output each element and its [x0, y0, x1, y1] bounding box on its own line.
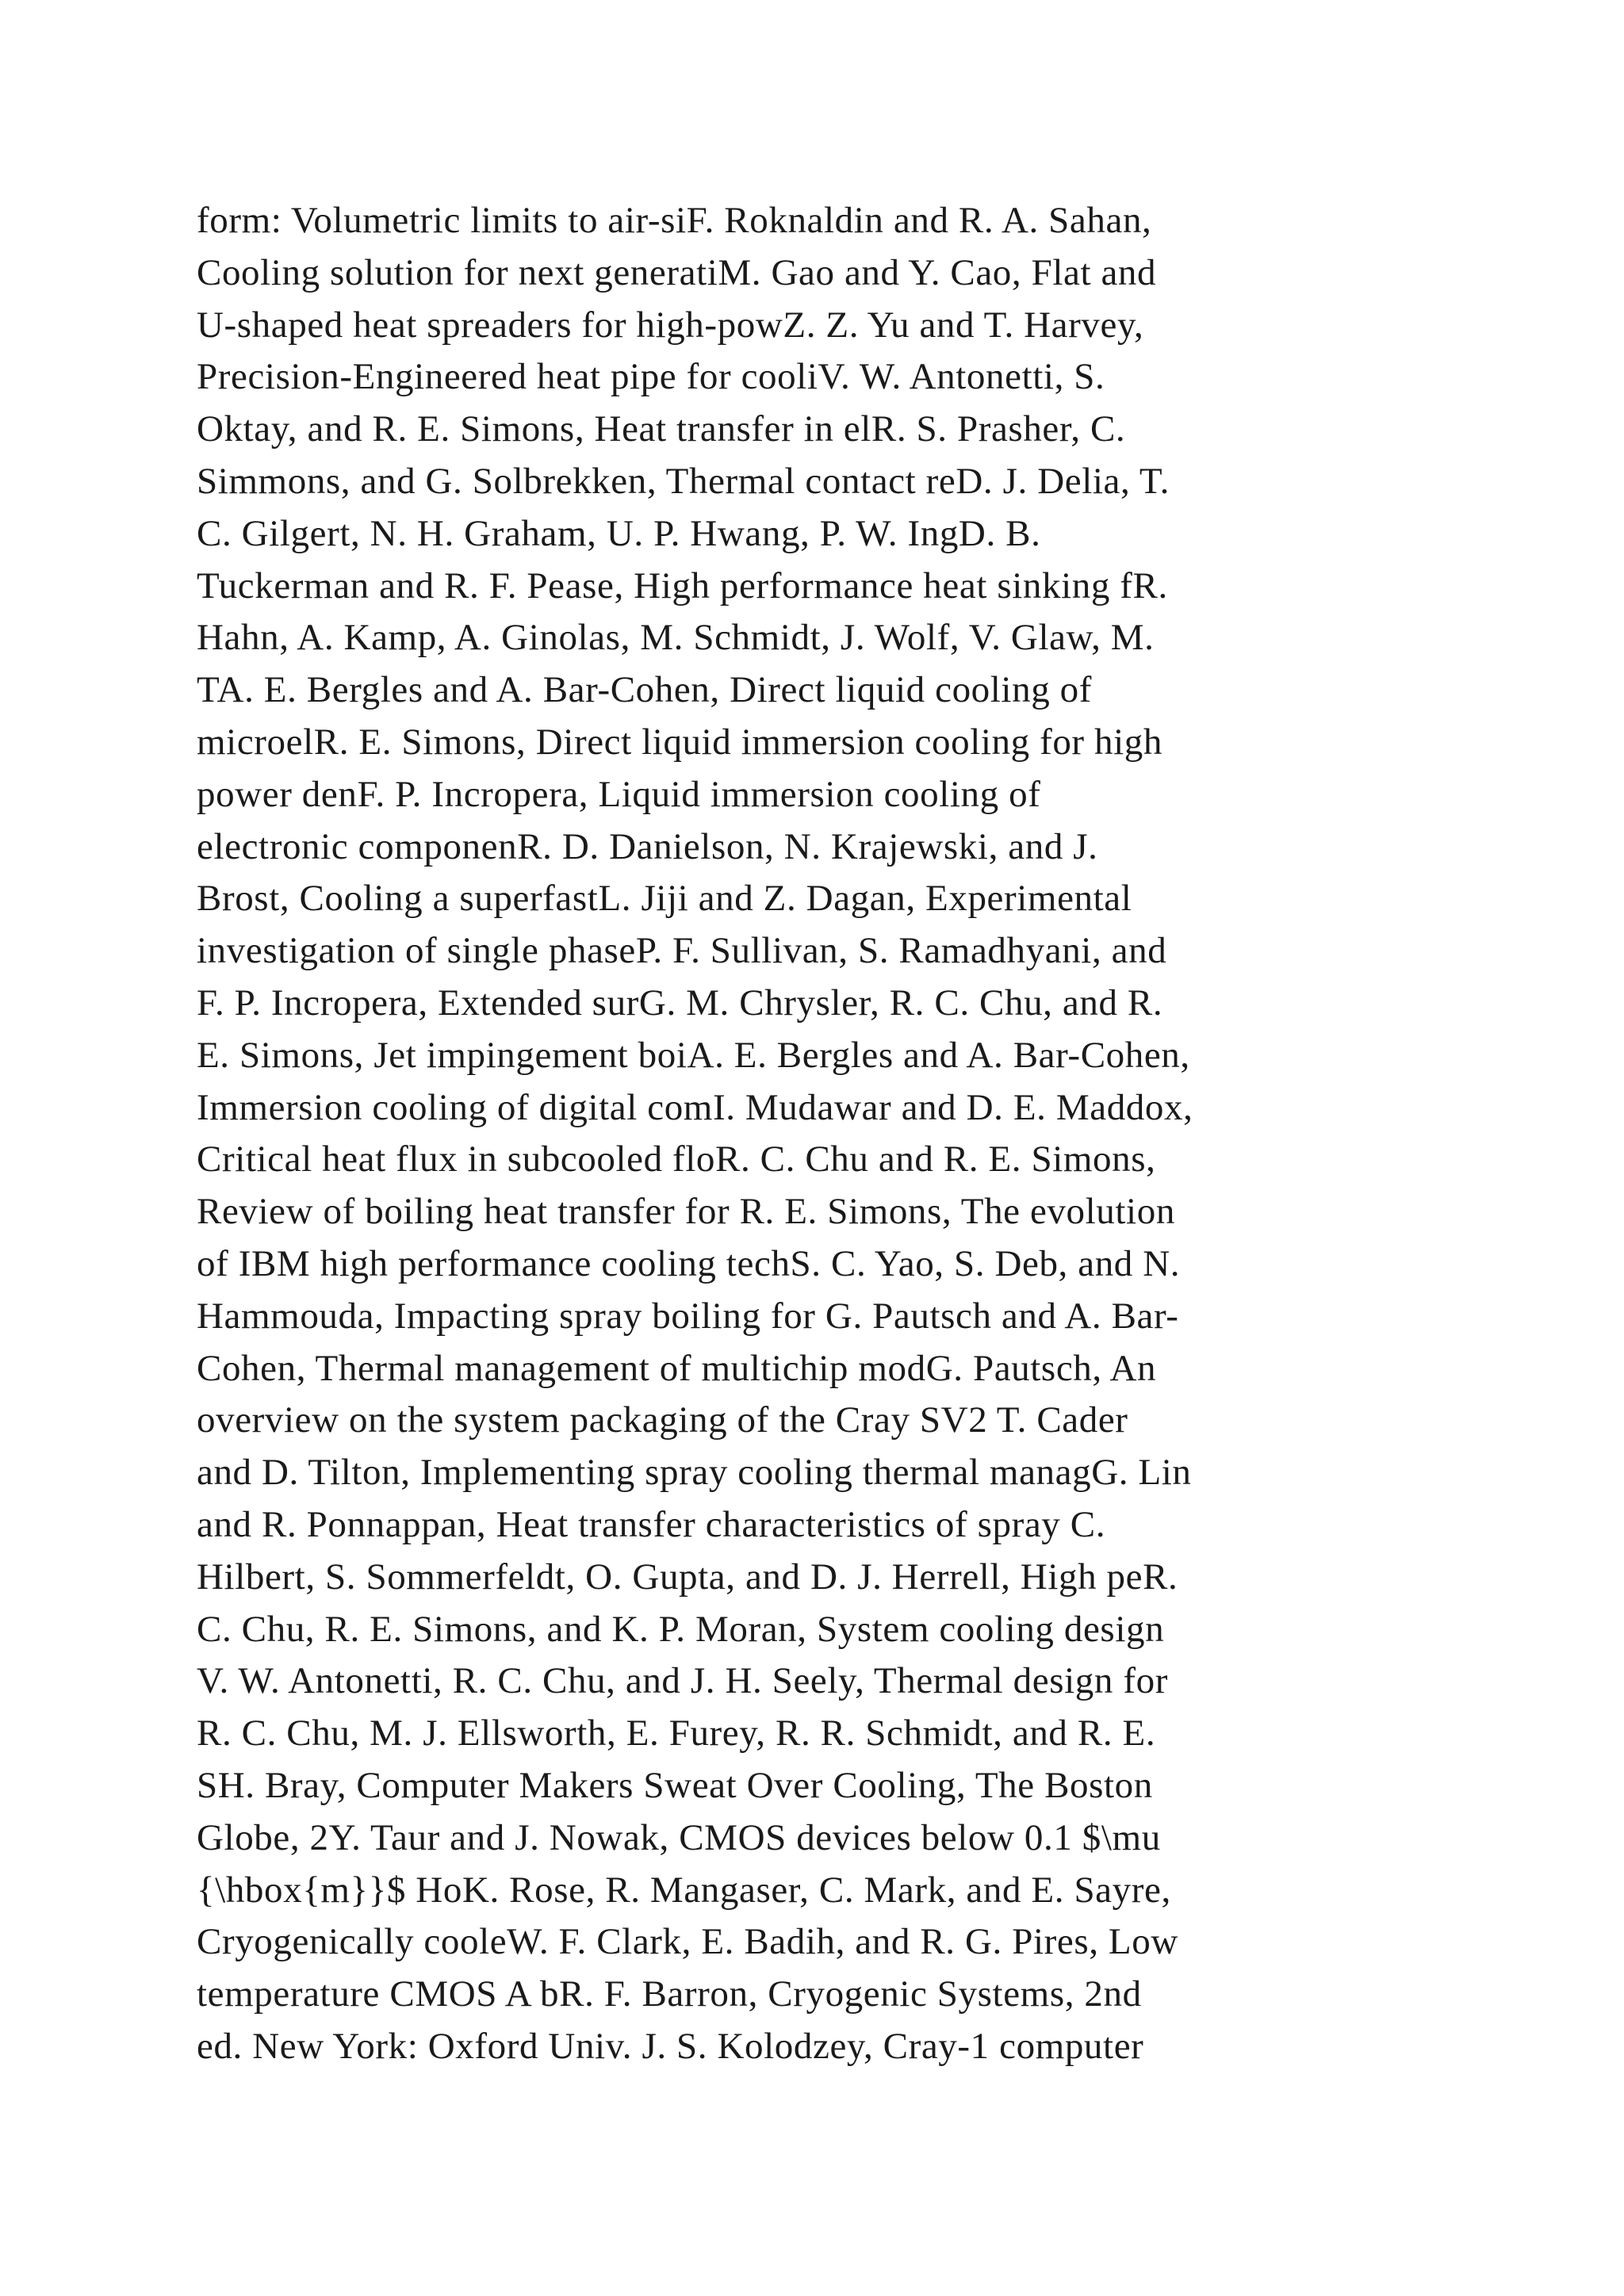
text-line: Cooling solution for next generatiM. Gao and Y. Cao, Flat and: [197, 251, 1157, 293]
text-line: power denF. P. Incropera, Liquid immersion cooling of: [197, 773, 1041, 815]
text-line: Hahn, A. Kamp, A. Ginolas, M. Schmidt, J. Wolf, V. Glaw, M.: [197, 617, 1155, 659]
text-line: ed. New York: Oxford Univ. J. S. Kolodzey, Cray-1 computer: [197, 2025, 1144, 2067]
text-line: microelR. E. Simons, Direct liquid immersion cooling for high: [197, 721, 1162, 763]
text-line: F. P. Incropera, Extended surG. M. Chrysler, R. C. Chu, and R.: [197, 982, 1163, 1024]
text-line: Hammouda, Impacting spray boiling for G. Pautsch and A. Bar-: [197, 1295, 1179, 1337]
text-line: temperature CMOS A bR. F. Barron, Cryogenic Systems, 2nd: [197, 1973, 1142, 2015]
text-line: of IBM high performance cooling techS. C. Yao, S. Deb, and N.: [197, 1242, 1181, 1284]
text-line: V. W. Antonetti, R. C. Chu, and J. H. Seely, Thermal design for: [197, 1660, 1168, 1702]
text-line: Precision-Engineered heat pipe for cooliV. W. Antonetti, S.: [197, 356, 1105, 398]
text-line: investigation of single phaseP. F. Sullivan, S. Ramadhyani, and: [197, 930, 1167, 972]
text-line: Hilbert, S. Sommerfeldt, O. Gupta, and D. J. Herrell, High peR.: [197, 1556, 1178, 1598]
text-line: Cryogenically cooleW. F. Clark, E. Badih, and R. G. Pires, Low: [197, 1921, 1178, 1963]
text-line: Immersion cooling of digital comI. Mudawar and D. E. Maddox,: [197, 1086, 1193, 1128]
text-line: electronic componenR. D. Danielson, N. Krajewski, and J.: [197, 825, 1098, 867]
text-line: Cohen, Thermal management of multichip modG. Pautsch, An: [197, 1347, 1157, 1389]
text-line: and D. Tilton, Implementing spray cooling thermal managG. Lin: [197, 1452, 1192, 1494]
reference-text-block: [197, 195, 1481, 2073]
text-line: Globe, 2Y. Taur and J. Nowak, CMOS devices below 0.1 $\mu: [197, 1816, 1161, 1858]
text-line: U-shaped heat spreaders for high-powZ. Z. Yu and T. Harvey,: [197, 304, 1144, 346]
text-line: Brost, Cooling a superfastL. Jiji and Z. Dagan, Experimental: [197, 878, 1132, 920]
text-line: Simmons, and G. Solbrekken, Thermal contact reD. J. Delia, T.: [197, 460, 1170, 502]
text-line: C. Chu, R. E. Simons, and K. P. Moran, System cooling design: [197, 1608, 1165, 1650]
text-line: Tuckerman and R. F. Pease, High performance heat sinking fR.: [197, 564, 1168, 607]
text-line: form: Volumetric limits to air-siF. Roknaldin and R. A. Sahan,: [197, 200, 1152, 241]
text-line: Review of boiling heat transfer for R. E. Simons, The evolution: [197, 1191, 1175, 1233]
text-line: Critical heat flux in subcooled floR. C. Chu and R. E. Simons,: [197, 1138, 1156, 1181]
text-line: and R. Ponnappan, Heat transfer characteristics of spray C.: [197, 1503, 1106, 1545]
text-line: E. Simons, Jet impingement boiA. E. Bergles and A. Bar-Cohen,: [197, 1034, 1190, 1076]
text-line: overview on the system packaging of the Cray SV2 T. Cader: [197, 1399, 1128, 1441]
text-line: SH. Bray, Computer Makers Sweat Over Cooling, The Boston: [197, 1764, 1153, 1806]
text-line: TA. E. Bergles and A. Bar-Cohen, Direct liquid cooling of: [197, 669, 1092, 711]
text-line: C. Gilgert, N. H. Graham, U. P. Hwang, P. W. IngD. B.: [197, 512, 1041, 554]
text-line: Oktay, and R. E. Simons, Heat transfer in elR. S. Prasher, C.: [197, 408, 1126, 450]
text-line: {\hbox{m}}$ HoK. Rose, R. Mangaser, C. Mark, and E. Sayre,: [197, 1869, 1171, 1911]
text-line: R. C. Chu, M. J. Ellsworth, E. Furey, R. R. Schmidt, and R. E.: [197, 1712, 1156, 1755]
